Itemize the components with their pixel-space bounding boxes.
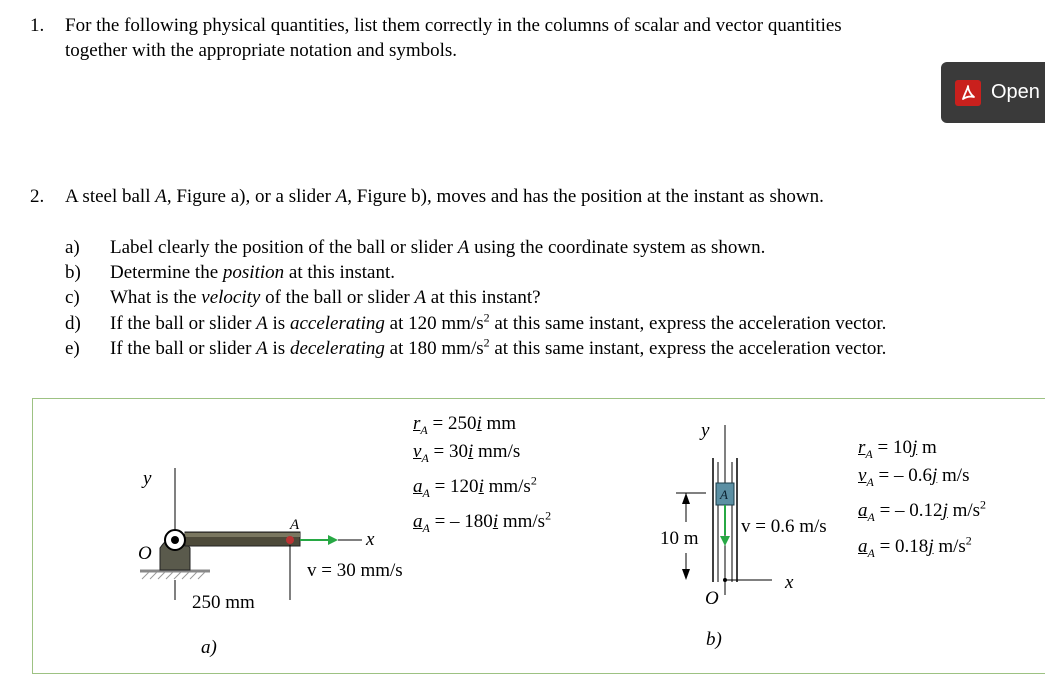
question-1-line-2: together with the appropriate notation and symbols. xyxy=(65,40,458,61)
fig-b-equation: $a_A$ = – 0.12j $m/s^2$ xyxy=(858,497,987,524)
fig-b-equation: $a_A = 0.18j$ $m/s^2$ xyxy=(858,533,972,560)
fig-a-equation: $v_A = 30i$ mm/s xyxy=(413,441,521,465)
sub-label: e) xyxy=(65,338,80,359)
fig-b-x-label: x xyxy=(785,572,794,593)
question-2-number: 2. xyxy=(30,186,45,207)
fig-a-y-label: y xyxy=(143,468,152,489)
sub-text: Label clearly the position of the ball or slider A using the coordinate system as shown. xyxy=(110,237,766,258)
intro-var: A xyxy=(155,186,167,207)
intro-text: A steel ball xyxy=(65,186,156,207)
fig-a-point-label: A xyxy=(290,517,300,533)
fig-a-velocity-label: v = 30 mm/s xyxy=(307,560,403,581)
sub-label: d) xyxy=(65,313,81,334)
sub-label: c) xyxy=(65,287,80,308)
intro-text: , Figure a), or a slider xyxy=(166,186,336,207)
sub-label: a) xyxy=(65,237,80,258)
fig-a-equation: $a_A$ = – 180i $mm/s^2$ xyxy=(413,508,552,535)
fig-b-equation: $v_A$ = – 0.6j m/s xyxy=(858,465,970,489)
figure-b-drawing xyxy=(676,425,772,595)
intro-text: , Figure b), moves and has the position at the instant as shown. xyxy=(347,186,824,207)
sub-text: If the ball or slider A is accelerating at 120 $mm/s^2$ at this same instant, express the acceleration vector. xyxy=(110,310,887,334)
sub-text: Determine the position at this instant. xyxy=(110,262,395,283)
fig-b-equation: $r_A = 10j$ m xyxy=(858,437,937,461)
fig-a-equation: $r_A = 250i$ mm xyxy=(413,413,517,437)
question-1-line-1: For the following physical quantities, list them correctly in the columns of scalar and vector quantities xyxy=(65,15,842,36)
sub-text: If the ball or slider A is decelerating at 180 $mm/s^2$ at this same instant, express the acceleration vector. xyxy=(110,335,887,359)
fig-b-point-label: A xyxy=(720,487,728,502)
fig-b-y-label: y xyxy=(701,420,710,441)
intro-var: A xyxy=(335,186,348,207)
sub-text: What is the velocity of the ball or slider A at this instant? xyxy=(110,287,541,308)
open-button-label: Open xyxy=(991,81,1040,103)
sub-label: b) xyxy=(65,262,81,283)
fig-a-equation: $a_A = 120i$ $mm/s^2$ xyxy=(413,473,537,500)
fig-b-dimension-label: 10 m xyxy=(660,528,699,549)
fig-b-velocity-label: v = 0.6 m/s xyxy=(741,516,827,537)
question-1-number: 1. xyxy=(30,15,45,36)
fig-a-x-label: x xyxy=(366,529,375,550)
fig-a-dimension-label: 250 mm xyxy=(192,592,255,613)
fig-a-caption: a) xyxy=(201,637,217,658)
fig-b-caption: b) xyxy=(706,629,722,650)
fig-b-origin-label: O xyxy=(705,588,719,609)
fig-a-origin-label: O xyxy=(138,543,152,564)
